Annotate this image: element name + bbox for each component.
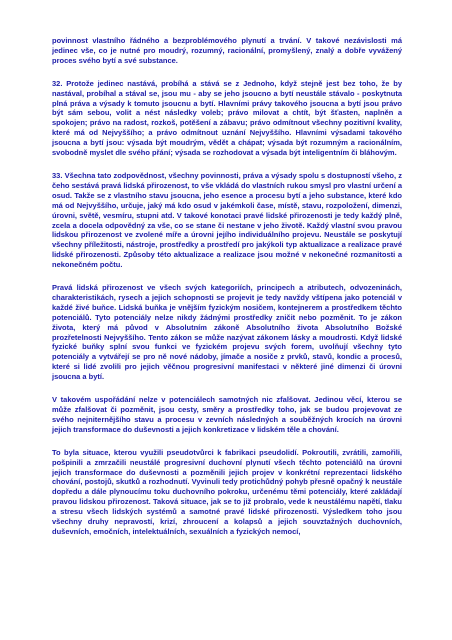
paragraph: povinnost vlastního řádného a bezproblémového plynutí a trvání. V takové nezávislosti má jedinec vše, co je nutné pro moudrý, rozumný, racionální, promyšlený, znalý a dobře vyvážený proces svého bytí a své substance. [52,36,402,65]
paragraph: 33. Všechna tato zodpovědnost, všechny povinnosti, práva a výsady spolu s dostupností všeho, z čeho sestává pravá lidská přirozenost, to vše vkládá do vlastních rukou smysl pro vlastní určení a osud. Takže se z vlastního stavu jsoucna, jeho esence a procesu bytí a jeho substance, které kdo má od Nejvyššího, určuje, jaký má kdo osud v jakémkoli čase, místě, stavu, rozpoložení, dimenzi, úrovni, světě, vesmíru, stupni atd. V takové konotaci pravé lidské přirozenosti je tedy každý plně, zcela a docela odpovědný za vše, co se stane či nestane v jeho životě. Každý vlastní svou pravou lidskou přirozenost ve zvolené míře a úrovni jejího individuálního projevu. Neustále se poskytují všechny příležitosti, nástroje, prostředky a prostředí pro jakýkoli typ aktualizace a realizace pravé lidské přirozenosti. Způsoby této aktualizace a realizace jsou možné v nekonečné rozmanitosti a nekonečném počtu. [52,170,402,270]
paragraph: Pravá lidská přirozenost ve všech svých kategoriích, principech a atributech, odvozeninách, charakteristikách, rysech a jejich schopnosti se projevit je tedy navždy vštípena jako potenciál v každé živé buňce. Lidská buňka je vnějším fyzickým nosičem, kontejnerem a prostředkem těchto potenciálů. Tyto potenciály nelze nikdy žádnými prostředky zničit nebo pozměnit. To je zákon života, který má původ v Absolutním zákoně Absolutního života Absolutního Božské prozřetelnosti Nejvyššího. Tento zákon se může nazývat zákonem lásky a moudrosti. Když lidské fyzické buňky splní svou funkci ve fyzickém projevu svých forem, uvolňují všechny tyto potenciály a vytvářejí se pro ně nové nádoby, jímače a nosiče z prvků, stavů, kondic a procesů, které si lidé zvolili pro jejich věčnou progresivní manifestaci v některé jiné dimenzi či úrovni jsoucna a bytí. [52,283,402,382]
page-text-body [52,36,402,550]
paragraph: V takovém uspořádání nelze v potenciálech samotných nic zfalšovat. Jedinou věcí, kterou se může zfalšovat či pozměnit, jsou cesty, směry a prostředky toho, jak se budou projevovat ze svého nejniternějšího stavu a procesu v zevních následných a souběžných krocích na úrovni jejich transformace do duševnosti a jejich konkretizace v lidském těle a chování. [52,395,402,434]
paragraph: 32. Protože jedinec nastává, probíhá a stává se z Jednoho, když stejně jest bez toho, že by nastával, probíhal a stával se, jsou mu - aby se jeho jsoucno a bytí neustále stávalo - poskytnuta plná práva a výsady k tomuto jsoucnu a bytí. Hlavními právy takového jsoucna a bytí jsou právo být sám sebou, volit a nést následky voleb; právo milovat a chtít, být šťasten, naplněn a spokojen; právo na radost, rozkoš, potěšení a zábavu; právo odmítnout všechny pozitivní kvality, které má od Nejvyššího; a právo odmítnout uznání Nejvyššího. Hlavními výsadami takového jsoucna a bytí jsou: výsada být moudrým, vědět a chápat; výsada být rozumným a racionálním, svobodně myslet dle svého přání; výsada se rozhodovat a výsada být inteligentním či bláhovým. [52,78,402,158]
paragraph: To byla situace, kterou využili pseudotvůrci k fabrikaci pseudolidí. Pokroutili, zvrátili, zamořili, pošpinili a zmrzačili neustálé progresivní duchovní plynutí všech těchto potenciálů na úrovni jejich transformace do duševnosti a pozměnili jejich projev v konkrétní reprezentaci lidského chování, postojů, skutků a rozhodnutí. Vyvinuli tedy protichůdný pohyb přesně opačný k neustále dopředu a dále plynoucímu toku duchovního pokroku, určenému těmi potenciály, které zakládají pravou lidskou přirozenost. Taková situace, jak se to již probralo, vede k neustálému napětí, tlaku a stresu všech lidských systémů a samotné pravé lidské přirozenosti. Výsledkem toho jsou všechny druhy nepravostí, krizí, zhroucení a kolapsů a jejich souvztažných duchovních, duševních, emočních, intelektuálních, sexuálních a fyzických nemocí, [52,447,402,536]
